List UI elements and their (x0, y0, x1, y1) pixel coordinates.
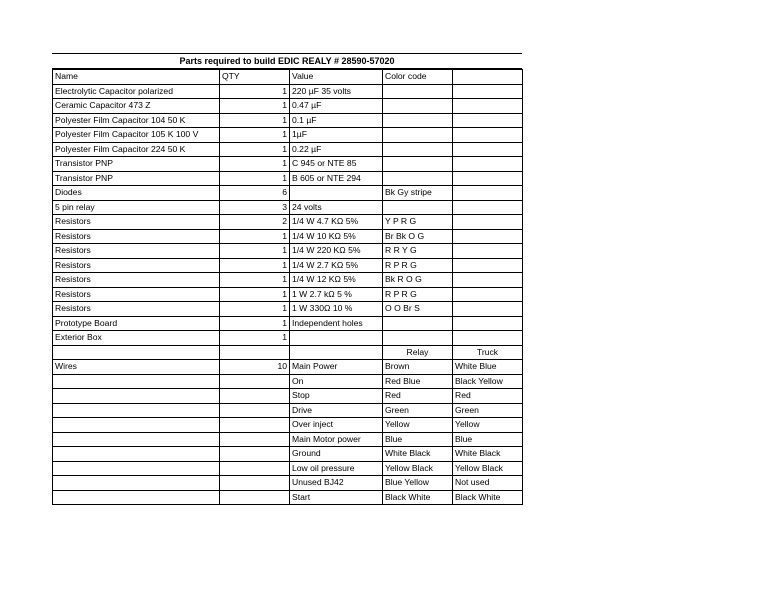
table-row (53, 171, 523, 186)
cell-color-code: Br Bk O G (383, 229, 453, 244)
table-row (53, 84, 523, 99)
cell-value: Ground (290, 447, 383, 462)
cell-qty: 6 (220, 186, 290, 201)
table-row (53, 316, 523, 331)
cell-value: Main Power (290, 360, 383, 375)
cell-extra (453, 229, 523, 244)
cell-value: 1 W 2.7 kΩ 5 % (290, 287, 383, 302)
header-cell-blank (453, 70, 523, 85)
cell-extra (453, 99, 523, 114)
cell-qty: 1 (220, 229, 290, 244)
cell-color-code (383, 128, 453, 143)
cell-extra: White Blue (453, 360, 523, 375)
table-row (53, 229, 523, 244)
cell-color-code: Black White (383, 490, 453, 505)
cell-name: Resistors (53, 258, 220, 273)
cell-extra: Black White (453, 490, 523, 505)
cell-extra (453, 84, 523, 99)
table-row (53, 345, 523, 360)
cell-qty: 1 (220, 113, 290, 128)
table-row (53, 360, 523, 375)
table-row (53, 302, 523, 317)
cell-value: Independent holes (290, 316, 383, 331)
cell-name: Resistors (53, 215, 220, 230)
cell-qty: 10 (220, 360, 290, 375)
cell-qty: 1 (220, 273, 290, 288)
header-cell-color-code: Color code (383, 70, 453, 85)
cell-qty (220, 403, 290, 418)
cell-name (53, 389, 220, 404)
cell-qty (220, 389, 290, 404)
cell-qty: 1 (220, 331, 290, 346)
sheet-title: Parts required to build EDIC REALY # 28590-57020 (52, 53, 522, 69)
cell-value: 1 W 330Ω 10 % (290, 302, 383, 317)
cell-name (53, 403, 220, 418)
cell-qty (220, 374, 290, 389)
cell-name: Wires (53, 360, 220, 375)
table-row (53, 490, 523, 505)
cell-value: C 945 or NTE 85 (290, 157, 383, 172)
cell-extra (453, 302, 523, 317)
cell-value: 1/4 W 12 KΩ 5% (290, 273, 383, 288)
cell-name (53, 447, 220, 462)
cell-extra: White Black (453, 447, 523, 462)
cell-value: 1µF (290, 128, 383, 143)
cell-qty: 1 (220, 316, 290, 331)
table-row (53, 447, 523, 462)
cell-value: 1/4 W 2.7 KΩ 5% (290, 258, 383, 273)
cell-qty (220, 345, 290, 360)
table-row (53, 273, 523, 288)
cell-qty: 1 (220, 84, 290, 99)
cell-name: Resistors (53, 229, 220, 244)
cell-qty: 3 (220, 200, 290, 215)
cell-qty: 1 (220, 258, 290, 273)
cell-color-code (383, 316, 453, 331)
cell-color-code: Bk R O G (383, 273, 453, 288)
header-row (53, 70, 523, 85)
cell-name: Ceramic Capacitor 473 Z (53, 99, 220, 114)
header-cell-qty: QTY (220, 70, 290, 85)
table-row (53, 215, 523, 230)
cell-name: Transistor PNP (53, 157, 220, 172)
cell-extra (453, 142, 523, 157)
cell-color-code: Green (383, 403, 453, 418)
table-row (53, 99, 523, 114)
cell-qty: 1 (220, 128, 290, 143)
cell-value: Unused BJ42 (290, 476, 383, 491)
cell-qty: 1 (220, 157, 290, 172)
parts-sheet (52, 53, 522, 505)
cell-qty: 1 (220, 99, 290, 114)
table-row (53, 331, 523, 346)
cell-qty (220, 447, 290, 462)
cell-extra (453, 113, 523, 128)
cell-extra: Red (453, 389, 523, 404)
cell-color-code: Brown (383, 360, 453, 375)
cell-name (53, 476, 220, 491)
cell-value (290, 345, 383, 360)
cell-name: 5 pin relay (53, 200, 220, 215)
header-cell-value: Value (290, 70, 383, 85)
table-row (53, 258, 523, 273)
cell-name: Transistor PNP (53, 171, 220, 186)
table-row (53, 287, 523, 302)
cell-name (53, 461, 220, 476)
cell-extra (453, 258, 523, 273)
cell-qty (220, 432, 290, 447)
cell-color-code: White Black (383, 447, 453, 462)
table-row (53, 418, 523, 433)
cell-extra (453, 316, 523, 331)
cell-color-code: Blue Yellow (383, 476, 453, 491)
table-row (53, 113, 523, 128)
cell-name: Resistors (53, 273, 220, 288)
cell-name (53, 432, 220, 447)
table-row (53, 461, 523, 476)
cell-name (53, 345, 220, 360)
cell-value: 0.47 µF (290, 99, 383, 114)
cell-extra (453, 244, 523, 259)
cell-color-code: Bk Gy stripe (383, 186, 453, 201)
cell-name: Resistors (53, 287, 220, 302)
table-row (53, 244, 523, 259)
table-row (53, 142, 523, 157)
cell-extra (453, 331, 523, 346)
cell-color-code (383, 157, 453, 172)
cell-value: Start (290, 490, 383, 505)
cell-name (53, 490, 220, 505)
table-row (53, 432, 523, 447)
cell-extra: Green (453, 403, 523, 418)
cell-color-code: Blue (383, 432, 453, 447)
cell-qty: 1 (220, 302, 290, 317)
table-row (53, 476, 523, 491)
cell-value: 0.1 µF (290, 113, 383, 128)
table-row (53, 374, 523, 389)
cell-name: Diodes (53, 186, 220, 201)
cell-qty: 1 (220, 142, 290, 157)
cell-extra: Black Yellow (453, 374, 523, 389)
cell-extra (453, 157, 523, 172)
cell-name: Polyester Film Capacitor 105 K 100 V (53, 128, 220, 143)
cell-color-code (383, 331, 453, 346)
cell-extra (453, 186, 523, 201)
table-row (53, 403, 523, 418)
cell-value: 1/4 W 220 KΩ 5% (290, 244, 383, 259)
cell-name: Polyester Film Capacitor 224 50 K (53, 142, 220, 157)
header-cell-name: Name (53, 70, 220, 85)
table-row (53, 389, 523, 404)
cell-extra (453, 171, 523, 186)
cell-qty: 2 (220, 215, 290, 230)
cell-name: Electrolytic Capacitor polarized (53, 84, 220, 99)
cell-value: B 605 or NTE 294 (290, 171, 383, 186)
cell-extra: Not used (453, 476, 523, 491)
cell-name: Exterior Box (53, 331, 220, 346)
cell-color-code (383, 171, 453, 186)
cell-color-code (383, 113, 453, 128)
cell-extra (453, 200, 523, 215)
cell-color-code: Yellow (383, 418, 453, 433)
cell-name: Polyester Film Capacitor 104 50 K (53, 113, 220, 128)
cell-color-code: Yellow Black (383, 461, 453, 476)
cell-extra (453, 273, 523, 288)
cell-name (53, 374, 220, 389)
cell-color-code (383, 84, 453, 99)
cell-value: Main Motor power (290, 432, 383, 447)
cell-extra (453, 128, 523, 143)
cell-qty (220, 461, 290, 476)
cell-color-code: R P R G (383, 258, 453, 273)
cell-color-code: O O Br S (383, 302, 453, 317)
parts-table (52, 69, 523, 505)
cell-color-code: Relay (383, 345, 453, 360)
cell-value: 1/4 W 4.7 KΩ 5% (290, 215, 383, 230)
cell-value (290, 331, 383, 346)
cell-value: Low oil pressure (290, 461, 383, 476)
cell-value (290, 186, 383, 201)
cell-qty (220, 490, 290, 505)
cell-name: Resistors (53, 302, 220, 317)
cell-extra (453, 215, 523, 230)
cell-color-code: R R Y G (383, 244, 453, 259)
cell-extra: Truck (453, 345, 523, 360)
cell-value: 24 volts (290, 200, 383, 215)
table-row (53, 186, 523, 201)
cell-color-code: R P R G (383, 287, 453, 302)
cell-extra: Blue (453, 432, 523, 447)
cell-value: On (290, 374, 383, 389)
cell-qty: 1 (220, 244, 290, 259)
cell-color-code (383, 142, 453, 157)
cell-extra (453, 287, 523, 302)
cell-color-code: Y P R G (383, 215, 453, 230)
cell-extra: Yellow Black (453, 461, 523, 476)
cell-color-code (383, 200, 453, 215)
cell-qty: 1 (220, 287, 290, 302)
cell-name (53, 418, 220, 433)
cell-value: Drive (290, 403, 383, 418)
cell-color-code: Red (383, 389, 453, 404)
table-row (53, 200, 523, 215)
cell-value: Stop (290, 389, 383, 404)
cell-qty: 1 (220, 171, 290, 186)
cell-color-code: Red Blue (383, 374, 453, 389)
table-row (53, 157, 523, 172)
cell-name: Prototype Board (53, 316, 220, 331)
cell-qty (220, 418, 290, 433)
cell-value: 220 µF 35 volts (290, 84, 383, 99)
cell-value: Over inject (290, 418, 383, 433)
cell-extra: Yellow (453, 418, 523, 433)
table-row (53, 128, 523, 143)
cell-value: 1/4 W 10 KΩ 5% (290, 229, 383, 244)
cell-value: 0.22 µF (290, 142, 383, 157)
cell-qty (220, 476, 290, 491)
cell-name: Resistors (53, 244, 220, 259)
cell-color-code (383, 99, 453, 114)
